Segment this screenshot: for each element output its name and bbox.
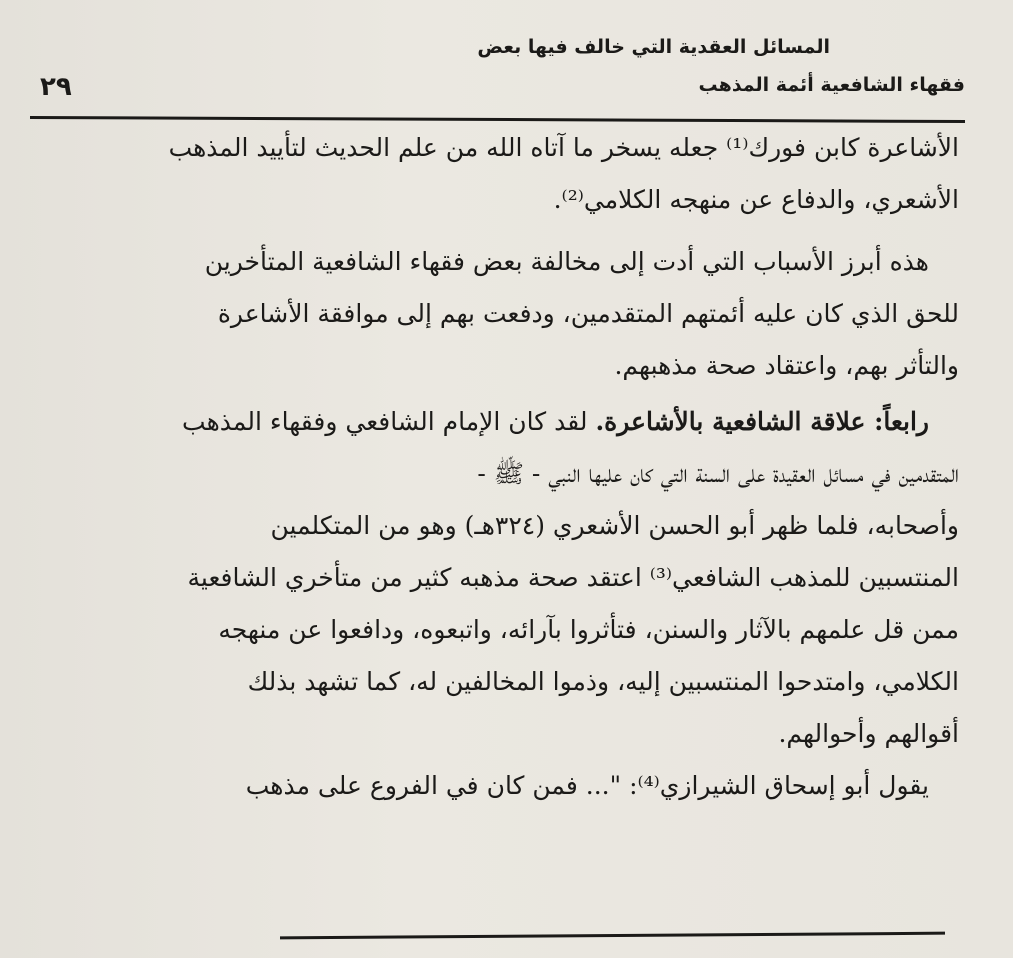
paragraph-4 [34,760,959,812]
footnote-divider [280,932,945,940]
header-title-line-2: فقهاء الشافعية أئمة المذهب [698,74,965,96]
text-line: يقول أبو إسحاق الشيرازي⁽⁴⁾: "... فمن كان في الفروع على مذهب [245,771,929,800]
text-line: أقوالهم وأحوالهم. [778,719,959,748]
text-line: وأصحابه، فلما ظهر أبو الحسن الأشعري (٣٢٤هـ) وهو من المتكلمين [270,511,959,540]
running-header [30,30,965,116]
text-line [34,396,959,448]
body-text [34,122,959,812]
page-number: ٢٩ [40,72,72,102]
section-heading: رابعاً: علاقة الشافعية بالأشاعرة. [595,407,929,436]
paragraph-3 [34,396,959,760]
paragraph-2 [34,236,959,392]
header-title-line-1: المسائل العقدية التي خالف فيها بعض [477,36,830,58]
text-line: الأشاعرة كابن فورك⁽¹⁾ جعله يسخر ما آتاه الله من علم الحديث لتأييد المذهب [168,133,959,162]
text-line: والتأثر بهم، واعتقاد صحة مذهبهم. [614,351,959,380]
text-line: المتقدمين في مسائل العقيدة على السنة التي كان عليها النبي - ﷺ - [477,459,959,488]
text-line: هذه أبرز الأسباب التي أدت إلى مخالفة بعض فقهاء الشافعية المتأخرين [204,247,929,276]
text-line: الكلامي، وامتدحوا المنتسبين إليه، وذموا المخالفين له، كما تشهد بذلك [247,667,959,696]
text-line-rest: لقد كان الإمام الشافعي وفقهاء المذهب [182,407,588,436]
text-line: للحق الذي كان عليه أئمتهم المتقدمين، ودفعت بهم إلى موافقة الأشاعرة [217,299,959,328]
text-line: ممن قل علمهم بالآثار والسنن، فتأثروا بآرائه، واتبعوه، ودافعوا عن منهجه [218,615,959,644]
paragraph-1 [34,122,959,226]
text-line: الأشعري، والدفاع عن منهجه الكلامي⁽²⁾. [553,185,959,214]
text-line: المنتسبين للمذهب الشافعي⁽³⁾ اعتقد صحة مذهبه كثير من متأخري الشافعية [187,563,959,592]
